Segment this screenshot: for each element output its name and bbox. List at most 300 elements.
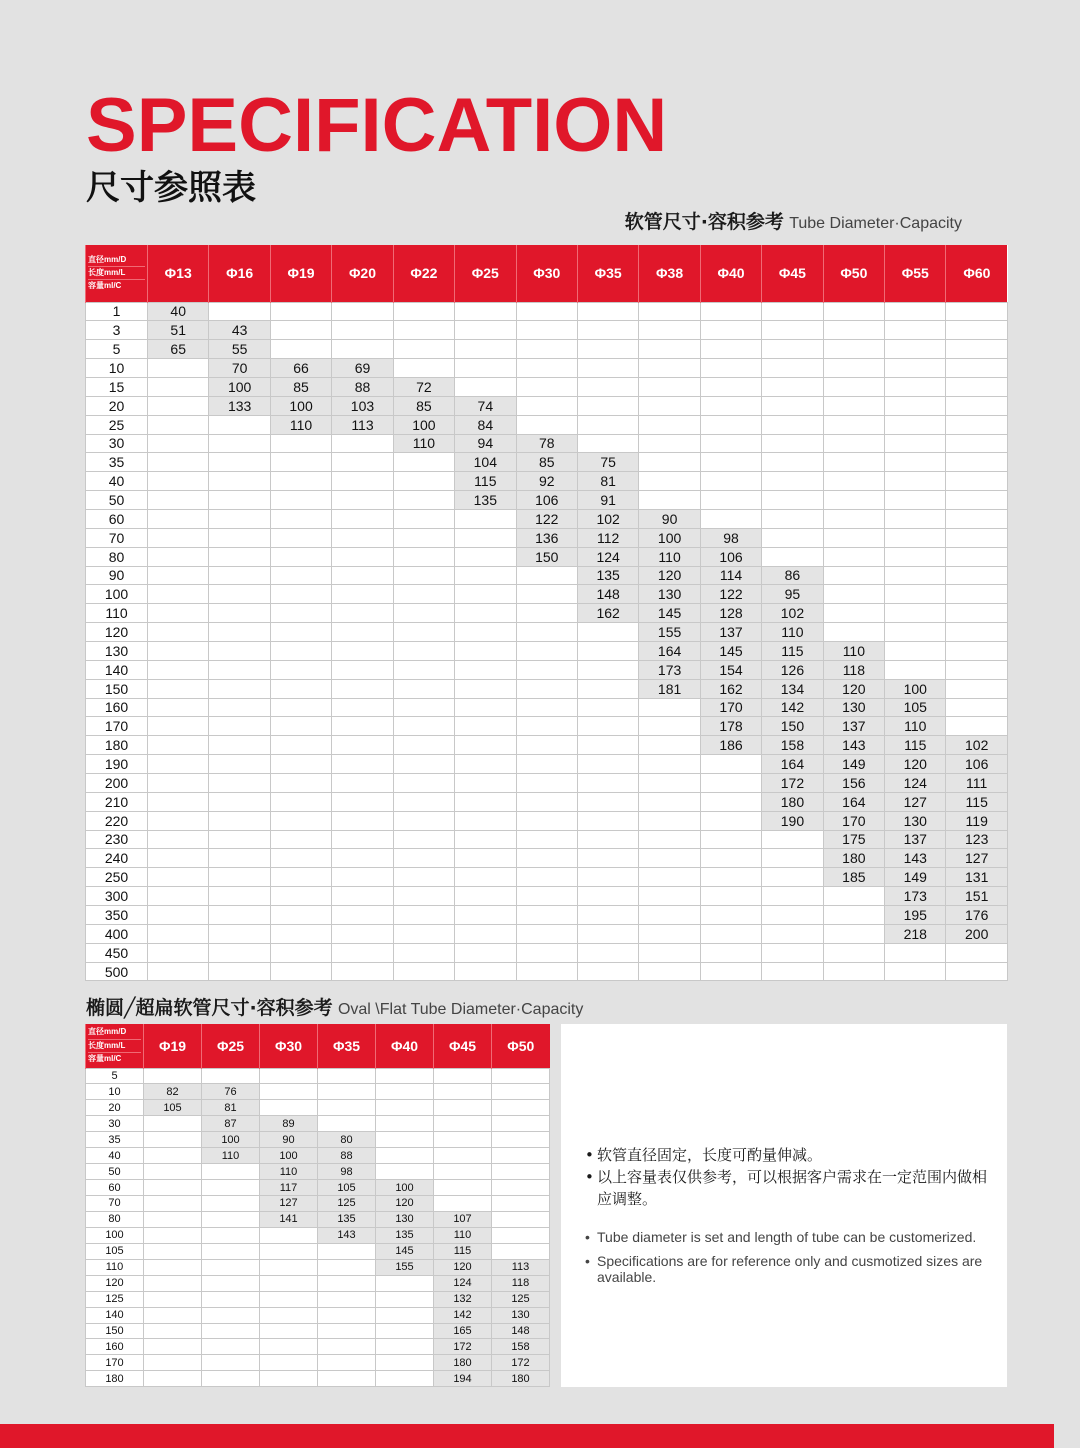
- capacity-cell: [516, 792, 577, 811]
- capacity-cell: 155: [376, 1259, 434, 1275]
- capacity-cell: [885, 415, 946, 434]
- table-row: [86, 623, 1008, 642]
- capacity-cell: [700, 434, 761, 453]
- table-row: [86, 906, 1008, 925]
- length-cell: 50: [86, 491, 148, 510]
- capacity-cell: 132: [434, 1291, 492, 1307]
- capacity-cell: [577, 755, 638, 774]
- capacity-cell: [492, 1100, 550, 1116]
- capacity-cell: [700, 453, 761, 472]
- capacity-cell: [516, 566, 577, 585]
- capacity-cell: [209, 830, 270, 849]
- capacity-cell: 151: [946, 887, 1007, 906]
- capacity-cell: [209, 773, 270, 792]
- capacity-cell: [885, 623, 946, 642]
- length-cell: 120: [86, 623, 148, 642]
- capacity-cell: 141: [260, 1211, 318, 1227]
- capacity-cell: [332, 868, 393, 887]
- capacity-cell: 81: [202, 1100, 260, 1116]
- capacity-cell: 130: [823, 698, 884, 717]
- capacity-cell: [393, 359, 454, 378]
- capacity-cell: 135: [577, 566, 638, 585]
- table-row: [86, 1355, 550, 1371]
- capacity-cell: [332, 472, 393, 491]
- table-row: [86, 773, 1008, 792]
- capacity-cell: [823, 491, 884, 510]
- capacity-cell: [946, 340, 1007, 359]
- capacity-cell: [332, 509, 393, 528]
- table-row: [86, 434, 1008, 453]
- capacity-cell: [148, 962, 209, 981]
- capacity-cell: [455, 736, 516, 755]
- capacity-cell: [946, 415, 1007, 434]
- capacity-cell: [516, 943, 577, 962]
- capacity-cell: 135: [376, 1227, 434, 1243]
- capacity-cell: [700, 849, 761, 868]
- length-cell: 160: [86, 698, 148, 717]
- capacity-cell: 115: [762, 641, 823, 660]
- capacity-cell: [434, 1196, 492, 1212]
- capacity-cell: [393, 302, 454, 321]
- capacity-cell: [332, 585, 393, 604]
- capacity-cell: 142: [762, 698, 823, 717]
- capacity-cell: [202, 1180, 260, 1196]
- capacity-cell: [455, 585, 516, 604]
- capacity-cell: [455, 679, 516, 698]
- capacity-cell: [202, 1371, 260, 1387]
- capacity-cell: [144, 1243, 202, 1259]
- capacity-cell: 126: [762, 660, 823, 679]
- length-cell: 110: [86, 604, 148, 623]
- table-row: [86, 1307, 550, 1323]
- diameter-column-header: Φ13: [148, 245, 209, 302]
- capacity-cell: [209, 924, 270, 943]
- capacity-cell: [455, 717, 516, 736]
- capacity-cell: [885, 585, 946, 604]
- capacity-cell: [270, 962, 331, 981]
- capacity-cell: 218: [885, 924, 946, 943]
- note-en-item: • Specifications are for reference only and cusmotized sizes are available.: [585, 1253, 995, 1285]
- capacity-cell: [318, 1084, 376, 1100]
- section1-heading-zh: 软管尺寸·容积参考: [624, 211, 784, 233]
- capacity-cell: 127: [946, 849, 1007, 868]
- table-row: [86, 528, 1008, 547]
- capacity-cell: [434, 1084, 492, 1100]
- capacity-cell: 87: [202, 1116, 260, 1132]
- capacity-cell: [434, 1132, 492, 1148]
- capacity-cell: [144, 1196, 202, 1212]
- capacity-cell: [148, 415, 209, 434]
- capacity-cell: [376, 1371, 434, 1387]
- capacity-cell: 130: [492, 1307, 550, 1323]
- length-cell: 35: [86, 453, 148, 472]
- capacity-cell: [639, 962, 700, 981]
- capacity-cell: [762, 396, 823, 415]
- capacity-cell: [823, 509, 884, 528]
- diameter-column-header: Φ60: [946, 245, 1007, 302]
- length-cell: 140: [86, 660, 148, 679]
- capacity-cell: [516, 811, 577, 830]
- length-cell: 110: [86, 1259, 144, 1275]
- diameter-column-header: Φ38: [639, 245, 700, 302]
- capacity-cell: [946, 472, 1007, 491]
- capacity-cell: [823, 415, 884, 434]
- capacity-cell: [270, 641, 331, 660]
- capacity-cell: [434, 1180, 492, 1196]
- capacity-cell: [516, 623, 577, 642]
- table-row: [86, 1132, 550, 1148]
- capacity-cell: [700, 830, 761, 849]
- capacity-cell: [260, 1084, 318, 1100]
- table-row: [86, 962, 1008, 981]
- capacity-cell: [516, 415, 577, 434]
- capacity-cell: 148: [492, 1323, 550, 1339]
- capacity-cell: [823, 396, 884, 415]
- capacity-cell: [946, 377, 1007, 396]
- length-cell: 10: [86, 359, 148, 378]
- capacity-cell: [393, 868, 454, 887]
- capacity-cell: 75: [577, 453, 638, 472]
- capacity-cell: [144, 1307, 202, 1323]
- table-row: [86, 849, 1008, 868]
- capacity-cell: [270, 924, 331, 943]
- capacity-cell: 170: [700, 698, 761, 717]
- capacity-cell: [885, 528, 946, 547]
- capacity-cell: [700, 755, 761, 774]
- capacity-cell: [209, 415, 270, 434]
- capacity-cell: [260, 1339, 318, 1355]
- capacity-cell: [885, 547, 946, 566]
- capacity-cell: [376, 1275, 434, 1291]
- capacity-cell: [516, 868, 577, 887]
- section2-heading: [86, 994, 583, 1024]
- capacity-cell: 100: [209, 377, 270, 396]
- capacity-cell: [318, 1371, 376, 1387]
- capacity-cell: [762, 528, 823, 547]
- capacity-cell: 100: [393, 415, 454, 434]
- capacity-cell: [762, 359, 823, 378]
- capacity-cell: [455, 849, 516, 868]
- table-row: [86, 1323, 550, 1339]
- capacity-cell: [332, 453, 393, 472]
- capacity-cell: [148, 566, 209, 585]
- capacity-cell: [492, 1227, 550, 1243]
- capacity-cell: 100: [260, 1148, 318, 1164]
- capacity-cell: 148: [577, 585, 638, 604]
- capacity-cell: [700, 302, 761, 321]
- capacity-cell: [577, 773, 638, 792]
- table-row: [86, 736, 1008, 755]
- capacity-cell: [332, 736, 393, 755]
- diameter-column-header: Φ45: [762, 245, 823, 302]
- capacity-cell: [639, 906, 700, 925]
- capacity-cell: 120: [434, 1259, 492, 1275]
- capacity-cell: 173: [885, 887, 946, 906]
- capacity-cell: [332, 340, 393, 359]
- capacity-cell: [332, 924, 393, 943]
- capacity-cell: [577, 434, 638, 453]
- length-cell: 240: [86, 849, 148, 868]
- capacity-cell: [762, 924, 823, 943]
- capacity-cell: [209, 453, 270, 472]
- capacity-cell: [148, 679, 209, 698]
- capacity-cell: [270, 717, 331, 736]
- capacity-cell: [455, 811, 516, 830]
- length-cell: 100: [86, 1227, 144, 1243]
- capacity-cell: [946, 604, 1007, 623]
- table-row: [86, 1180, 550, 1196]
- capacity-cell: [700, 906, 761, 925]
- capacity-cell: [946, 321, 1007, 340]
- table-row: [86, 396, 1008, 415]
- capacity-cell: [393, 679, 454, 698]
- capacity-cell: [148, 359, 209, 378]
- capacity-cell: [209, 566, 270, 585]
- capacity-cell: [639, 755, 700, 774]
- corner-header: [86, 1024, 144, 1068]
- capacity-cell: 194: [434, 1371, 492, 1387]
- capacity-cell: [202, 1164, 260, 1180]
- length-cell: 230: [86, 830, 148, 849]
- capacity-cell: [332, 547, 393, 566]
- capacity-cell: [393, 528, 454, 547]
- capacity-cell: [946, 528, 1007, 547]
- capacity-cell: [762, 434, 823, 453]
- capacity-cell: [270, 585, 331, 604]
- capacity-cell: [639, 717, 700, 736]
- capacity-cell: [148, 585, 209, 604]
- table-row: [86, 943, 1008, 962]
- capacity-cell: 150: [762, 717, 823, 736]
- capacity-cell: 176: [946, 906, 1007, 925]
- capacity-cell: [209, 849, 270, 868]
- length-cell: 150: [86, 679, 148, 698]
- capacity-cell: [202, 1068, 260, 1084]
- capacity-cell: [144, 1371, 202, 1387]
- capacity-cell: 110: [434, 1227, 492, 1243]
- capacity-cell: [144, 1227, 202, 1243]
- capacity-cell: 155: [639, 623, 700, 642]
- capacity-cell: 115: [434, 1243, 492, 1259]
- capacity-cell: 103: [332, 396, 393, 415]
- table-header-row: [86, 245, 1008, 302]
- capacity-cell: [639, 792, 700, 811]
- capacity-cell: [209, 302, 270, 321]
- capacity-cell: 135: [318, 1211, 376, 1227]
- table-row: [86, 604, 1008, 623]
- capacity-cell: 110: [885, 717, 946, 736]
- capacity-cell: [376, 1339, 434, 1355]
- capacity-cell: [762, 453, 823, 472]
- capacity-cell: 172: [762, 773, 823, 792]
- diameter-column-header: Φ55: [885, 245, 946, 302]
- capacity-cell: [209, 868, 270, 887]
- table-row: [86, 1211, 550, 1227]
- capacity-cell: [639, 773, 700, 792]
- capacity-cell: 74: [455, 396, 516, 415]
- table-row: [86, 377, 1008, 396]
- capacity-cell: [455, 528, 516, 547]
- capacity-cell: [639, 868, 700, 887]
- capacity-cell: 105: [144, 1100, 202, 1116]
- length-cell: 160: [86, 1339, 144, 1355]
- capacity-cell: [946, 698, 1007, 717]
- capacity-cell: 162: [700, 679, 761, 698]
- length-cell: 100: [86, 585, 148, 604]
- length-cell: 300: [86, 887, 148, 906]
- length-cell: 5: [86, 340, 148, 359]
- capacity-cell: [577, 868, 638, 887]
- capacity-cell: [332, 679, 393, 698]
- capacity-cell: [270, 698, 331, 717]
- capacity-cell: 123: [946, 830, 1007, 849]
- length-cell: 210: [86, 792, 148, 811]
- table-row: [86, 698, 1008, 717]
- capacity-cell: [332, 604, 393, 623]
- capacity-cell: [762, 491, 823, 510]
- capacity-cell: [700, 792, 761, 811]
- capacity-cell: [148, 943, 209, 962]
- page-title: SPECIFICATION: [86, 83, 668, 168]
- corner-header-label: 容量ml/C: [88, 281, 122, 291]
- capacity-cell: 81: [577, 472, 638, 491]
- capacity-cell: [318, 1323, 376, 1339]
- table-row: [86, 547, 1008, 566]
- capacity-cell: 143: [823, 736, 884, 755]
- capacity-cell: 125: [318, 1196, 376, 1212]
- capacity-cell: [946, 717, 1007, 736]
- capacity-cell: [639, 377, 700, 396]
- capacity-cell: [148, 773, 209, 792]
- capacity-cell: 186: [700, 736, 761, 755]
- capacity-cell: [318, 1068, 376, 1084]
- capacity-cell: [455, 924, 516, 943]
- capacity-cell: [318, 1339, 376, 1355]
- table-row: [86, 924, 1008, 943]
- capacity-cell: 180: [762, 792, 823, 811]
- capacity-cell: [823, 566, 884, 585]
- capacity-cell: [148, 623, 209, 642]
- capacity-cell: 104: [455, 453, 516, 472]
- section2-heading-zh: 椭圆╱超扁软管尺寸·容积参考: [86, 997, 333, 1019]
- capacity-cell: 128: [700, 604, 761, 623]
- capacity-cell: [270, 340, 331, 359]
- capacity-cell: [270, 434, 331, 453]
- capacity-cell: [318, 1355, 376, 1371]
- capacity-cell: [209, 717, 270, 736]
- capacity-cell: [516, 849, 577, 868]
- capacity-cell: [577, 359, 638, 378]
- capacity-cell: [144, 1132, 202, 1148]
- length-cell: 170: [86, 717, 148, 736]
- capacity-cell: [393, 453, 454, 472]
- length-cell: 50: [86, 1164, 144, 1180]
- capacity-cell: [577, 736, 638, 755]
- length-cell: 30: [86, 1116, 144, 1132]
- capacity-cell: [148, 660, 209, 679]
- capacity-cell: [946, 566, 1007, 585]
- capacity-cell: [762, 547, 823, 566]
- capacity-cell: [700, 396, 761, 415]
- capacity-cell: [270, 811, 331, 830]
- capacity-cell: 122: [516, 509, 577, 528]
- capacity-cell: [762, 340, 823, 359]
- capacity-cell: 165: [434, 1323, 492, 1339]
- table-row: [86, 566, 1008, 585]
- length-cell: 20: [86, 396, 148, 415]
- capacity-cell: [209, 755, 270, 774]
- notes-zh-list: [585, 1144, 995, 1210]
- capacity-cell: [639, 302, 700, 321]
- length-cell: 10: [86, 1084, 144, 1100]
- capacity-cell: [148, 641, 209, 660]
- capacity-cell: [762, 868, 823, 887]
- capacity-cell: [209, 585, 270, 604]
- capacity-cell: [577, 396, 638, 415]
- capacity-cell: [455, 566, 516, 585]
- diameter-column-header: Φ20: [332, 245, 393, 302]
- capacity-cell: [148, 736, 209, 755]
- capacity-cell: [332, 698, 393, 717]
- capacity-cell: [885, 434, 946, 453]
- capacity-cell: [209, 698, 270, 717]
- capacity-cell: [455, 509, 516, 528]
- capacity-cell: [946, 547, 1007, 566]
- capacity-cell: [393, 962, 454, 981]
- capacity-cell: 130: [639, 585, 700, 604]
- length-cell: 20: [86, 1100, 144, 1116]
- capacity-cell: [516, 377, 577, 396]
- table-row: [86, 359, 1008, 378]
- diameter-column-header: Φ35: [318, 1024, 376, 1068]
- capacity-cell: 70: [209, 359, 270, 378]
- capacity-cell: 164: [639, 641, 700, 660]
- capacity-cell: 90: [639, 509, 700, 528]
- capacity-cell: [946, 585, 1007, 604]
- capacity-cell: 120: [885, 755, 946, 774]
- capacity-cell: [202, 1355, 260, 1371]
- section1-heading: [625, 208, 962, 238]
- table-row: [86, 1196, 550, 1212]
- capacity-cell: [492, 1148, 550, 1164]
- capacity-cell: [202, 1243, 260, 1259]
- capacity-cell: 143: [318, 1227, 376, 1243]
- capacity-cell: 110: [823, 641, 884, 660]
- capacity-cell: 113: [492, 1259, 550, 1275]
- capacity-cell: [332, 566, 393, 585]
- capacity-cell: [148, 491, 209, 510]
- table-row: [86, 1259, 550, 1275]
- capacity-cell: [318, 1259, 376, 1275]
- capacity-cell: [144, 1116, 202, 1132]
- corner-header-label: 直径mm/D: [88, 254, 145, 267]
- capacity-cell: [393, 472, 454, 491]
- capacity-cell: [209, 660, 270, 679]
- capacity-cell: [577, 962, 638, 981]
- capacity-cell: 180: [823, 849, 884, 868]
- corner-header-label: 直径mm/D: [88, 1026, 141, 1039]
- capacity-cell: [148, 717, 209, 736]
- capacity-cell: [393, 566, 454, 585]
- table-row: [86, 717, 1008, 736]
- capacity-cell: [885, 509, 946, 528]
- capacity-cell: 100: [885, 679, 946, 698]
- table-row: [86, 340, 1008, 359]
- capacity-cell: 98: [318, 1164, 376, 1180]
- capacity-cell: 200: [946, 924, 1007, 943]
- capacity-cell: [700, 924, 761, 943]
- capacity-cell: [492, 1211, 550, 1227]
